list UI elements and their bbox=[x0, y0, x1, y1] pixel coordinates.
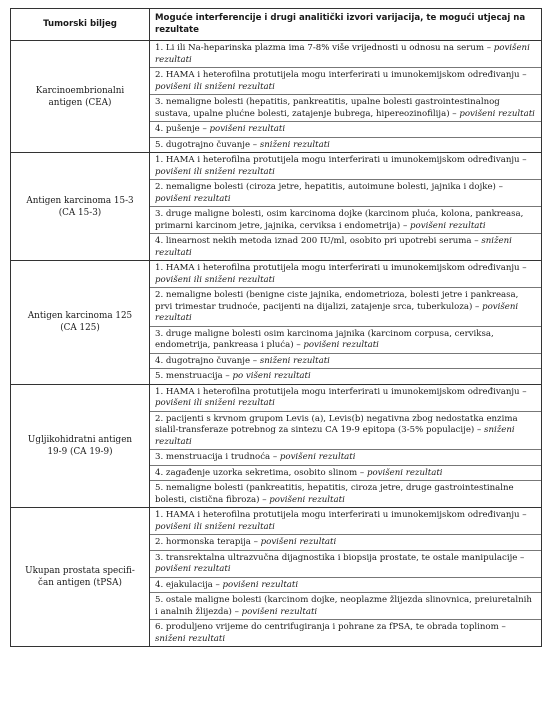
interferences-cell bbox=[150, 384, 542, 508]
tumor-marker-name-line: 19-9 (CA 19-9) bbox=[47, 446, 113, 457]
interference-item bbox=[150, 465, 541, 481]
tumor-marker-name-line: (CA 125) bbox=[60, 323, 100, 334]
interference-item bbox=[150, 287, 541, 326]
tumor-marker-name-line: Karcinoembrionalni bbox=[35, 85, 125, 96]
table-row bbox=[11, 508, 542, 647]
tumor-marker-cell bbox=[11, 261, 150, 385]
interference-text: 2. nemaligne bolesti (ciroza jetre, hepatitis, autoimune bolesti, jajnika i dojke) – bbox=[155, 182, 503, 192]
interference-item bbox=[150, 619, 541, 646]
interference-item bbox=[150, 121, 541, 137]
interference-item bbox=[150, 353, 541, 369]
interference-text: 4. zagađenje uzorka sekretima, osobito slinom – bbox=[155, 467, 367, 478]
result-effect: sniženi rezultati bbox=[155, 633, 226, 644]
result-effect: povišeni rezultati bbox=[260, 537, 337, 547]
interferences-cell bbox=[150, 261, 542, 385]
interference-text: 5. nemaligne bolesti (pankreatitis, hepatitis, ciroza jetre, druge gastrointestinalne bolesti, cistična fibroza) – bbox=[155, 483, 514, 505]
tumor-marker-name-line: (CA 15-3) bbox=[58, 207, 102, 218]
result-effect: povišeni ili sniženi rezultati bbox=[155, 274, 275, 285]
interference-text: 4. linearnost nekih metoda iznad 200 IU/ml, osobito pri upotrebi seruma – bbox=[155, 236, 482, 246]
interference-item bbox=[150, 385, 541, 411]
interference-text: 1. HAMA i heterofilna protutijela mogu interferirati u imunokemijskom određivanju – bbox=[155, 263, 527, 273]
header-tumor-marker: Tumorski biljeg bbox=[11, 9, 150, 41]
interference-text: 1. HAMA i heterofilna protutijela mogu interferirati u imunokemijskom određivanju – bbox=[155, 386, 527, 397]
interference-item bbox=[150, 480, 541, 507]
interference-text: 3. transrektalna ultrazvučna dijagnostika i biopsija prostate, te ostale manipulacije – bbox=[155, 552, 525, 563]
interference-item bbox=[150, 326, 541, 353]
header-row bbox=[11, 9, 542, 41]
result-effect: sniženi rezultati bbox=[155, 236, 512, 258]
tumor-marker-name-line: Ukupan prostata specifi- bbox=[25, 566, 135, 576]
interference-item bbox=[150, 508, 541, 534]
interference-item bbox=[150, 137, 541, 153]
interference-text: 1. Li ili Na-heparinska plazma ima 7-8% više vrijednosti u odnosu na serum – bbox=[155, 43, 494, 53]
interference-text: 1. HAMA i heterofilna protutijela mogu interferirati u imunokemijskom određivanju – bbox=[155, 510, 527, 520]
result-effect: povišeni rezultati bbox=[155, 564, 231, 574]
result-effect: povišeni ili sniženi rezultati bbox=[155, 398, 275, 408]
interference-item bbox=[150, 179, 541, 206]
tumor-marker-name-line: Antigen karcinoma 125 bbox=[27, 311, 133, 322]
interference-item bbox=[150, 261, 541, 287]
interference-text: 3. druge maligne bolesti, osim karcinoma dojke (karcinom pluća, kolona, pankreasa, primarni karcinom jetre, jajnika, cerviksa i endometrija) – bbox=[155, 209, 524, 231]
result-effect: sniženi rezultati bbox=[259, 355, 330, 366]
result-effect: povišeni rezultati bbox=[459, 108, 535, 119]
interference-item bbox=[150, 94, 541, 121]
interference-item bbox=[150, 153, 541, 179]
result-effect: sniženi rezultati bbox=[155, 425, 515, 447]
interference-text: 2. pacijenti s krvnom grupom Levis (a), Levis(b) negativna zbog nedostatka enzima sialil-transferaze potrebnog za sintezu CA 19-9 epitopa (3-5% populacije) – bbox=[155, 413, 518, 435]
interference-text: 2. hormonska terapija – bbox=[155, 537, 261, 547]
result-effect: povišeni rezultati bbox=[209, 124, 286, 134]
interference-text: 5. dugotrajno čuvanje – bbox=[155, 139, 260, 150]
interferences-cell bbox=[150, 153, 542, 261]
result-effect: povišeni rezultati bbox=[155, 43, 530, 65]
interference-item bbox=[150, 411, 541, 450]
result-effect: povišeni rezultati bbox=[410, 220, 486, 231]
tumor-marker-name-line: Antigen karcinoma 15-3 bbox=[26, 195, 134, 206]
result-effect: povišeni rezultati bbox=[155, 301, 519, 323]
interference-item bbox=[150, 206, 541, 233]
result-effect: povišeni rezultati bbox=[222, 579, 299, 590]
table-row bbox=[11, 261, 542, 385]
table-body bbox=[11, 41, 542, 647]
interference-item bbox=[150, 41, 541, 67]
result-effect: povišeni ili sniženi rezultati bbox=[155, 521, 275, 532]
result-effect: po višeni rezultati bbox=[232, 371, 311, 381]
result-effect: povišeni rezultati bbox=[269, 494, 345, 505]
tumor-markers-table bbox=[10, 8, 542, 647]
header-interferences: Moguće interferencije i drugi analitički izvori varijacija, te mogući utjecaj na rezultate bbox=[150, 9, 542, 41]
interference-item bbox=[150, 550, 541, 577]
tumor-marker-cell bbox=[11, 384, 150, 508]
interference-text: 1. HAMA i heterofilna protutijela mogu interferirati u imunokemijskom određivanju – bbox=[155, 155, 527, 165]
interference-item bbox=[150, 577, 541, 593]
interference-item bbox=[150, 449, 541, 465]
interference-text: 3. druge maligne bolesti osim karcinoma jajnika (karcinom corpusa, cerviksa, endometrija, pankreasa i pluća) – bbox=[155, 328, 494, 350]
interferences-cell bbox=[150, 508, 542, 647]
result-effect: povišeni rezultati bbox=[303, 340, 379, 350]
table-row bbox=[11, 41, 542, 153]
tumor-marker-name-line: Ugljikohidratni antigen bbox=[27, 434, 133, 445]
tumor-marker-cell bbox=[11, 508, 150, 647]
interference-item bbox=[150, 233, 541, 260]
interference-item bbox=[150, 534, 541, 550]
interference-item bbox=[150, 368, 541, 384]
interference-text: 2. HAMA i heterofilna protutijela mogu interferirati u imunokemijskom određivanju – bbox=[155, 70, 527, 80]
interference-text: 4. pušenje – bbox=[155, 124, 210, 134]
result-effect: povišeni ili sniženi rezultati bbox=[155, 81, 275, 92]
tumor-marker-name-line: antigen (CEA) bbox=[48, 97, 112, 108]
table-row bbox=[11, 384, 542, 508]
interferences-cell bbox=[150, 41, 542, 153]
tumor-marker-name-line: čan antigen (tPSA) bbox=[38, 578, 122, 588]
interference-text: 5. menstruacija – bbox=[155, 371, 233, 381]
interference-text: 2. nemaligne bolesti (benigne ciste jajnika, endometrioza, bolesti jetre i pankreasa, prvi trimestar trudnoće, pacijenti na dijalizi, zatajenje srca, tuberkuloza) – bbox=[155, 290, 519, 312]
interference-text: 4. dugotrajno čuvanje – bbox=[155, 355, 260, 366]
result-effect: povišeni ili sniženi rezultati bbox=[155, 166, 275, 177]
interference-item bbox=[150, 592, 541, 619]
result-effect: povišeni rezultati bbox=[279, 452, 356, 462]
tumor-marker-cell bbox=[11, 153, 150, 261]
table-row bbox=[11, 153, 542, 261]
result-effect: povišeni rezultati bbox=[241, 606, 318, 617]
interference-text: 3. nemaligne bolesti (hepatitis, pankreatitis, upalne bolesti gastrointestinalnog sustava, upalne plućne bolesti, zatajenje bubrega, hipereozinofilija) – bbox=[155, 97, 500, 119]
interference-text: 5. ostale maligne bolesti (karcinom dojke, neoplazme žlijezda slinovnica, preiuretalnih i analnih žlijezda) – bbox=[155, 595, 532, 617]
interference-text: 4. ejakulacija – bbox=[155, 579, 223, 590]
result-effect: sniženi rezultati bbox=[259, 139, 330, 150]
tumor-marker-cell bbox=[11, 41, 150, 153]
interference-text: 3. menstruacija i trudnoća – bbox=[155, 452, 280, 462]
result-effect: povišeni rezultati bbox=[366, 467, 443, 478]
interference-item bbox=[150, 67, 541, 94]
result-effect: povišeni rezultati bbox=[155, 193, 231, 204]
interference-text: 6. produljeno vrijeme do centrifugiranja i pohrane za fPSA, te obrada toplinom – bbox=[155, 622, 506, 632]
